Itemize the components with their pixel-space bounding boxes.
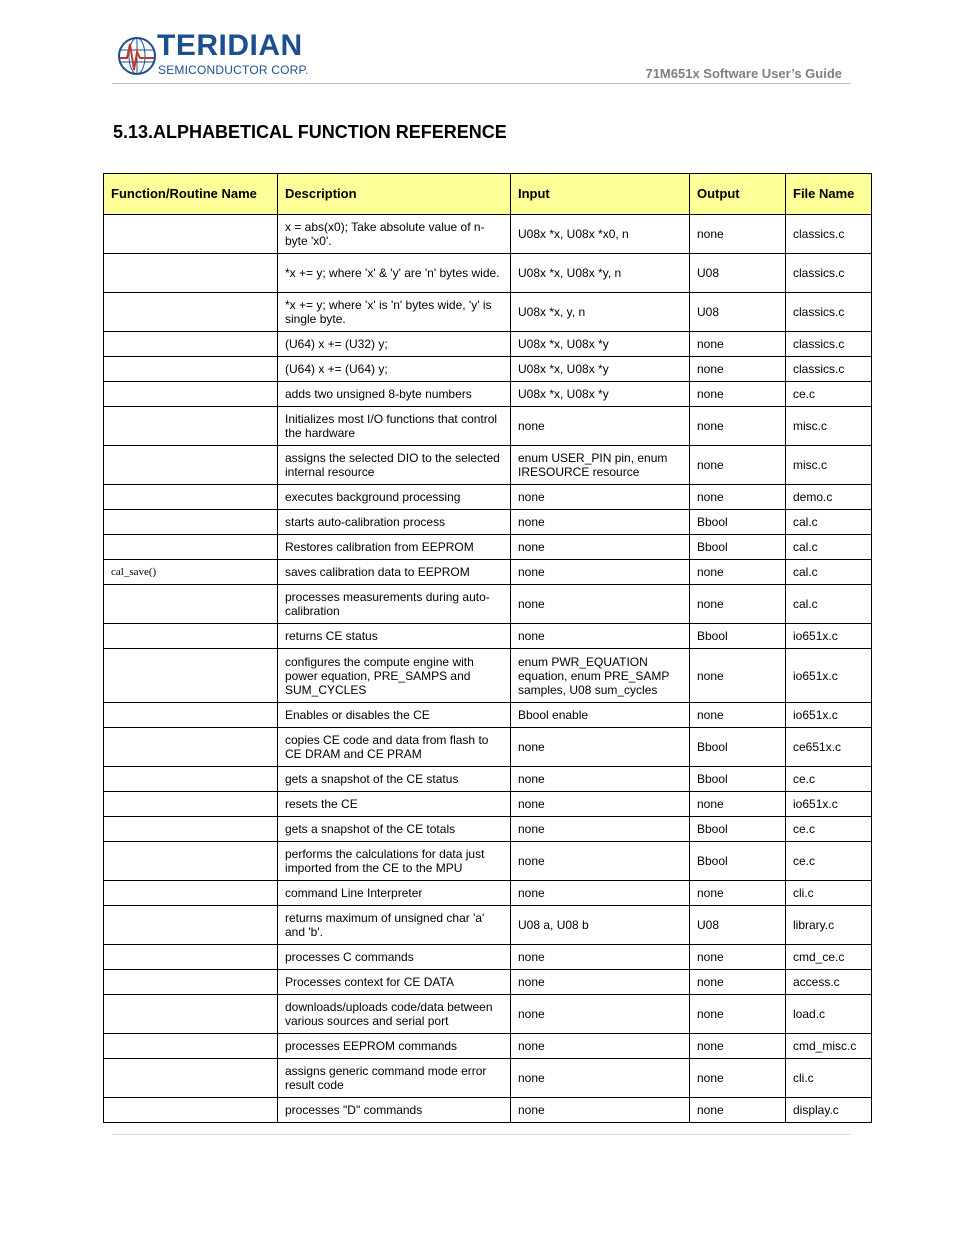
table-row <box>104 560 872 585</box>
file-name-cell: ce.c <box>786 842 872 881</box>
teridian-logo <box>117 29 317 80</box>
function-name-cell <box>104 792 278 817</box>
table-row <box>104 842 872 881</box>
input-cell: none <box>511 817 690 842</box>
file-name-cell: cal.c <box>786 535 872 560</box>
description-cell: executes background processing <box>278 485 511 510</box>
description-cell: Restores calibration from EEPROM <box>278 535 511 560</box>
output-cell: Bbool <box>690 624 786 649</box>
description-cell: gets a snapshot of the CE totals <box>278 817 511 842</box>
table-row <box>104 995 872 1034</box>
input-cell: none <box>511 995 690 1034</box>
input-cell: none <box>511 585 690 624</box>
input-cell: enum USER_PIN pin, enum IRESOURCE resource <box>511 446 690 485</box>
description-cell: Processes context for CE DATA <box>278 970 511 995</box>
output-cell: U08 <box>690 254 786 293</box>
table-row <box>104 485 872 510</box>
function-name-cell <box>104 485 278 510</box>
function-name-cell <box>104 906 278 945</box>
file-name-cell: io651x.c <box>786 624 872 649</box>
description-cell: returns maximum of unsigned char 'a' and 'b'. <box>278 906 511 945</box>
table-row <box>104 881 872 906</box>
file-name-cell: load.c <box>786 995 872 1034</box>
input-cell: none <box>511 510 690 535</box>
description-cell: Initializes most I/O functions that control the hardware <box>278 407 511 446</box>
description-cell: processes "D" commands <box>278 1098 511 1123</box>
table-row <box>104 1034 872 1059</box>
output-cell: none <box>690 970 786 995</box>
file-name-cell: cal.c <box>786 585 872 624</box>
function-name-cell <box>104 332 278 357</box>
input-cell: none <box>511 485 690 510</box>
function-name-cell <box>104 535 278 560</box>
file-name-cell: cal.c <box>786 510 872 535</box>
function-name-cell <box>104 995 278 1034</box>
table-row <box>104 446 872 485</box>
output-cell: none <box>690 1059 786 1098</box>
description-cell: resets the CE <box>278 792 511 817</box>
input-cell: U08x *x, U08x *y <box>511 382 690 407</box>
output-cell: none <box>690 703 786 728</box>
table-row <box>104 624 872 649</box>
document-title: 71M651x Software User’s Guide <box>645 66 842 81</box>
header-file-name: File Name <box>786 174 872 215</box>
input-cell: U08x *x, U08x *x0, n <box>511 215 690 254</box>
file-name-cell: cmd_ce.c <box>786 945 872 970</box>
input-cell: none <box>511 767 690 792</box>
output-cell: Bbool <box>690 767 786 792</box>
input-cell: U08x *x, y, n <box>511 293 690 332</box>
file-name-cell: library.c <box>786 906 872 945</box>
input-cell: none <box>511 970 690 995</box>
output-cell: none <box>690 357 786 382</box>
table-row <box>104 1059 872 1098</box>
input-cell: none <box>511 792 690 817</box>
output-cell: none <box>690 332 786 357</box>
function-name-cell <box>104 357 278 382</box>
header-description: Description <box>278 174 511 215</box>
function-name-cell <box>104 624 278 649</box>
description-cell: downloads/uploads code/data between various sources and serial port <box>278 995 511 1034</box>
output-cell: none <box>690 1098 786 1123</box>
function-name-cell <box>104 817 278 842</box>
description-cell: configures the compute engine with power equation, PRE_SAMPS and SUM_CYCLES <box>278 649 511 703</box>
description-cell: command Line Interpreter <box>278 881 511 906</box>
function-name-cell <box>104 407 278 446</box>
output-cell: none <box>690 485 786 510</box>
input-cell: none <box>511 728 690 767</box>
input-cell: none <box>511 535 690 560</box>
output-cell: U08 <box>690 293 786 332</box>
input-cell: none <box>511 1059 690 1098</box>
description-cell: Enables or disables the CE <box>278 703 511 728</box>
output-cell: Bbool <box>690 535 786 560</box>
function-name-cell: cal_save() <box>104 560 278 585</box>
function-name-cell <box>104 842 278 881</box>
input-cell: Bbool enable <box>511 703 690 728</box>
output-cell: none <box>690 945 786 970</box>
input-cell: U08x *x, U08x *y <box>511 332 690 357</box>
description-cell: copies CE code and data from flash to CE DRAM and CE PRAM <box>278 728 511 767</box>
function-name-cell <box>104 945 278 970</box>
table-row <box>104 510 872 535</box>
input-cell: U08x *x, U08x *y, n <box>511 254 690 293</box>
table-row <box>104 332 872 357</box>
output-cell: none <box>690 446 786 485</box>
description-cell: assigns generic command mode error result code <box>278 1059 511 1098</box>
file-name-cell: classics.c <box>786 357 872 382</box>
table-row <box>104 945 872 970</box>
output-cell: none <box>690 649 786 703</box>
table-body <box>104 215 872 1123</box>
file-name-cell: classics.c <box>786 254 872 293</box>
input-cell: none <box>511 624 690 649</box>
file-name-cell: demo.c <box>786 485 872 510</box>
logo-wordmark: TERIDIAN <box>157 29 303 62</box>
function-name-cell <box>104 1098 278 1123</box>
description-cell: *x += y; where 'x' is 'n' bytes wide, 'y' is single byte. <box>278 293 511 332</box>
table-row <box>104 1098 872 1123</box>
description-cell: adds two unsigned 8-byte numbers <box>278 382 511 407</box>
output-cell: none <box>690 1034 786 1059</box>
file-name-cell: cmd_misc.c <box>786 1034 872 1059</box>
function-name-cell <box>104 767 278 792</box>
function-name-cell <box>104 1034 278 1059</box>
input-cell: enum PWR_EQUATION equation, enum PRE_SAMP samples, U08 sum_cycles <box>511 649 690 703</box>
file-name-cell: ce.c <box>786 382 872 407</box>
function-name-cell <box>104 382 278 407</box>
output-cell: none <box>690 407 786 446</box>
description-cell: (U64) x += (U32) y; <box>278 332 511 357</box>
output-cell: none <box>690 881 786 906</box>
file-name-cell: access.c <box>786 970 872 995</box>
function-name-cell <box>104 254 278 293</box>
output-cell: none <box>690 560 786 585</box>
file-name-cell: io651x.c <box>786 649 872 703</box>
function-name-cell <box>104 881 278 906</box>
table-row <box>104 357 872 382</box>
description-cell: x = abs(x0); Take absolute value of n-byte 'x0'. <box>278 215 511 254</box>
function-name-cell <box>104 703 278 728</box>
output-cell: Bbool <box>690 728 786 767</box>
input-cell: U08 a, U08 b <box>511 906 690 945</box>
output-cell: none <box>690 382 786 407</box>
file-name-cell: io651x.c <box>786 792 872 817</box>
description-cell: processes EEPROM commands <box>278 1034 511 1059</box>
function-name-cell <box>104 446 278 485</box>
output-cell: none <box>690 792 786 817</box>
function-name-cell <box>104 1059 278 1098</box>
description-cell: *x += y; where 'x' & 'y' are 'n' bytes wide. <box>278 254 511 293</box>
table-row <box>104 407 872 446</box>
file-name-cell: io651x.c <box>786 703 872 728</box>
logo-subtitle: SEMICONDUCTOR CORP. <box>158 63 309 77</box>
table-row <box>104 254 872 293</box>
input-cell: U08x *x, U08x *y <box>511 357 690 382</box>
file-name-cell: cli.c <box>786 881 872 906</box>
output-cell: Bbool <box>690 842 786 881</box>
globe-logo-icon <box>117 34 157 78</box>
function-name-cell <box>104 728 278 767</box>
file-name-cell: cal.c <box>786 560 872 585</box>
output-cell: none <box>690 215 786 254</box>
description-cell: (U64) x += (U64) y; <box>278 357 511 382</box>
function-name-cell <box>104 970 278 995</box>
file-name-cell: cli.c <box>786 1059 872 1098</box>
file-name-cell: classics.c <box>786 332 872 357</box>
table-row <box>104 382 872 407</box>
header-output: Output <box>690 174 786 215</box>
function-name-cell <box>104 510 278 535</box>
table-row <box>104 817 872 842</box>
input-cell: none <box>511 881 690 906</box>
table-row <box>104 293 872 332</box>
header-function-name: Function/Routine Name <box>104 174 278 215</box>
header-divider <box>112 83 851 84</box>
header-input: Input <box>511 174 690 215</box>
table-row <box>104 585 872 624</box>
description-cell: performs the calculations for data just imported from the CE to the MPU <box>278 842 511 881</box>
file-name-cell: ce651x.c <box>786 728 872 767</box>
input-cell: none <box>511 407 690 446</box>
input-cell: none <box>511 842 690 881</box>
function-name-cell <box>104 649 278 703</box>
file-name-cell: display.c <box>786 1098 872 1123</box>
output-cell: Bbool <box>690 817 786 842</box>
file-name-cell: misc.c <box>786 446 872 485</box>
function-name-cell <box>104 585 278 624</box>
table-row <box>104 970 872 995</box>
table-row <box>104 728 872 767</box>
input-cell: none <box>511 1034 690 1059</box>
table-row <box>104 792 872 817</box>
input-cell: none <box>511 945 690 970</box>
description-cell: returns CE status <box>278 624 511 649</box>
description-cell: saves calibration data to EEPROM <box>278 560 511 585</box>
output-cell: Bbool <box>690 510 786 535</box>
table-row <box>104 215 872 254</box>
table-row <box>104 649 872 703</box>
description-cell: assigns the selected DIO to the selected internal resource <box>278 446 511 485</box>
file-name-cell: classics.c <box>786 293 872 332</box>
table-row <box>104 703 872 728</box>
function-name-cell <box>104 293 278 332</box>
section-heading: 5.13.ALPHABETICAL FUNCTION REFERENCE <box>113 122 507 142</box>
output-cell: none <box>690 585 786 624</box>
table-header-row <box>104 174 872 215</box>
description-cell: processes C commands <box>278 945 511 970</box>
file-name-cell: classics.c <box>786 215 872 254</box>
table-row <box>104 906 872 945</box>
description-cell: gets a snapshot of the CE status <box>278 767 511 792</box>
table-row <box>104 767 872 792</box>
file-name-cell: ce.c <box>786 817 872 842</box>
file-name-cell: ce.c <box>786 767 872 792</box>
description-cell: starts auto-calibration process <box>278 510 511 535</box>
output-cell: U08 <box>690 906 786 945</box>
input-cell: none <box>511 560 690 585</box>
footer-divider <box>112 1134 851 1135</box>
output-cell: none <box>690 995 786 1034</box>
function-name-cell <box>104 215 278 254</box>
table-row <box>104 535 872 560</box>
file-name-cell: misc.c <box>786 407 872 446</box>
description-cell: processes measurements during auto-calibration <box>278 585 511 624</box>
input-cell: none <box>511 1098 690 1123</box>
function-reference-table <box>103 173 872 1123</box>
